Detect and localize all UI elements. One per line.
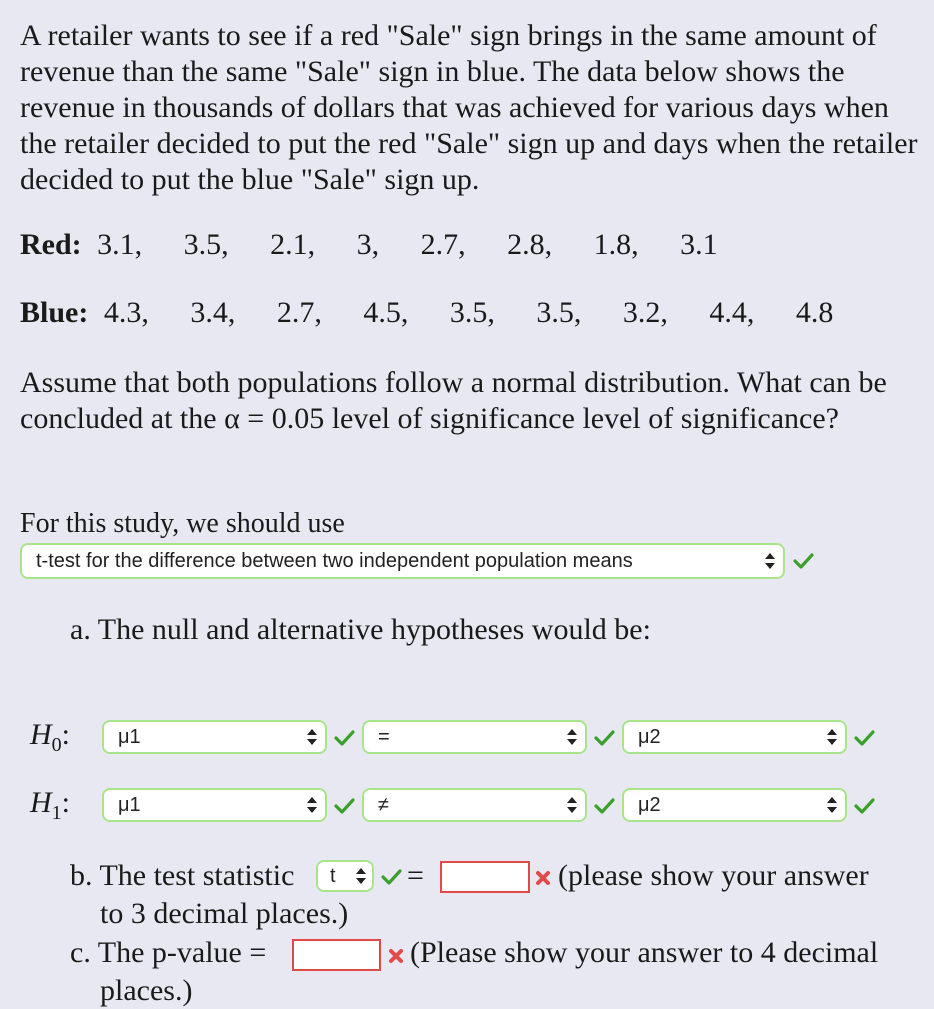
p-value-input[interactable] xyxy=(292,939,381,971)
red-data-row xyxy=(20,228,718,262)
h0-left-value: μ1 xyxy=(118,725,141,748)
question-text: Assume that both populations follow a normal distribution. What can be concluded at the α = 0.05 level of significance level of significance? xyxy=(20,366,887,435)
blue-value: 4.4, xyxy=(709,296,755,329)
h1-operator-value: ≠ xyxy=(378,793,389,816)
blue-value: 2.7, xyxy=(276,296,322,329)
h0-subscript: 0 xyxy=(51,734,62,756)
part-a-text: a. The null and alternative hypotheses would be: xyxy=(70,613,651,646)
h1-right-select[interactable] xyxy=(622,788,847,822)
select-arrows-icon xyxy=(827,728,837,746)
error-x-icon xyxy=(388,948,404,964)
error-x-icon xyxy=(535,870,551,886)
select-arrows-icon xyxy=(827,796,837,814)
blue-value: 3.4, xyxy=(190,296,236,329)
h0-operator-select[interactable] xyxy=(362,720,587,754)
blue-value: 3.5, xyxy=(536,296,582,329)
h1-colon: : xyxy=(61,786,71,819)
check-icon xyxy=(853,727,875,749)
check-icon xyxy=(380,866,402,888)
h0-right-value: μ2 xyxy=(638,725,661,748)
select-arrows-icon xyxy=(567,728,577,746)
h1-operator-select[interactable] xyxy=(362,788,587,822)
select-arrows-icon xyxy=(765,552,775,570)
h0-operator-value: = xyxy=(378,725,390,748)
check-icon xyxy=(853,795,875,817)
red-value: 1.8, xyxy=(593,228,639,261)
h1-left-select[interactable] xyxy=(102,788,327,822)
red-value: 2.7, xyxy=(420,228,466,261)
check-icon xyxy=(333,727,355,749)
h0-colon: : xyxy=(61,718,71,751)
check-icon xyxy=(593,727,615,749)
check-icon xyxy=(593,795,615,817)
test-statistic-input[interactable] xyxy=(440,861,530,893)
h0-letter: H xyxy=(30,718,52,751)
red-value: 2.1, xyxy=(270,228,316,261)
h0-left-select[interactable] xyxy=(102,720,327,754)
red-value: 2.8, xyxy=(507,228,553,261)
h1-letter: H xyxy=(30,786,52,819)
blue-data-row xyxy=(20,296,833,330)
part-c-text: c. The p-value = xyxy=(70,936,267,969)
select-arrows-icon xyxy=(567,796,577,814)
red-value: 3.1, xyxy=(97,228,143,261)
test-type-selected: t-test for the difference between two independent population means xyxy=(36,549,633,572)
part-b-text: b. The test statistic xyxy=(70,859,295,892)
select-arrows-icon xyxy=(356,867,366,885)
h0-right-select[interactable] xyxy=(622,720,847,754)
study-prompt: For this study, we should use xyxy=(20,508,345,539)
blue-label: Blue: xyxy=(20,296,89,329)
select-arrows-icon xyxy=(307,728,317,746)
blue-value: 4.8 xyxy=(795,296,834,329)
red-value: 3.5, xyxy=(183,228,229,261)
select-arrows-icon xyxy=(307,796,317,814)
test-type-select[interactable] xyxy=(20,543,785,579)
h1-left-value: μ1 xyxy=(118,793,141,816)
h1-label xyxy=(30,786,70,825)
part-c-instruction: (Please show your answer to 4 decimal xyxy=(410,936,879,969)
red-value: 3, xyxy=(356,228,380,261)
part-c-instruction-cont: places.) xyxy=(100,974,193,1007)
h1-right-value: μ2 xyxy=(638,793,661,816)
blue-value: 4.3, xyxy=(103,296,149,329)
part-b-instruction: (please show your answer xyxy=(558,859,869,892)
red-value: 3.1 xyxy=(680,228,718,261)
check-icon xyxy=(792,550,814,572)
blue-value: 4.5, xyxy=(363,296,409,329)
h0-label xyxy=(30,718,70,757)
part-b-instruction-cont: to 3 decimal places.) xyxy=(100,897,349,930)
h1-subscript: 1 xyxy=(51,802,62,824)
blue-value: 3.5, xyxy=(449,296,495,329)
part-b-equals: = xyxy=(407,859,424,892)
blue-value: 3.2, xyxy=(622,296,668,329)
red-label: Red: xyxy=(20,228,82,261)
test-statistic-select[interactable] xyxy=(316,860,374,892)
problem-intro: A retailer wants to see if a red "Sale" sign brings in the same amount of revenue than the same "Sale" sign in blue. The data below shows the revenue in thousands of dollars that was achieved for various days when the retailer decided to put the red "Sale" sign up and days when the retailer decided to put the blue "Sale" sign up. xyxy=(20,19,918,196)
test-statistic-value: t xyxy=(330,864,336,887)
check-icon xyxy=(333,795,355,817)
